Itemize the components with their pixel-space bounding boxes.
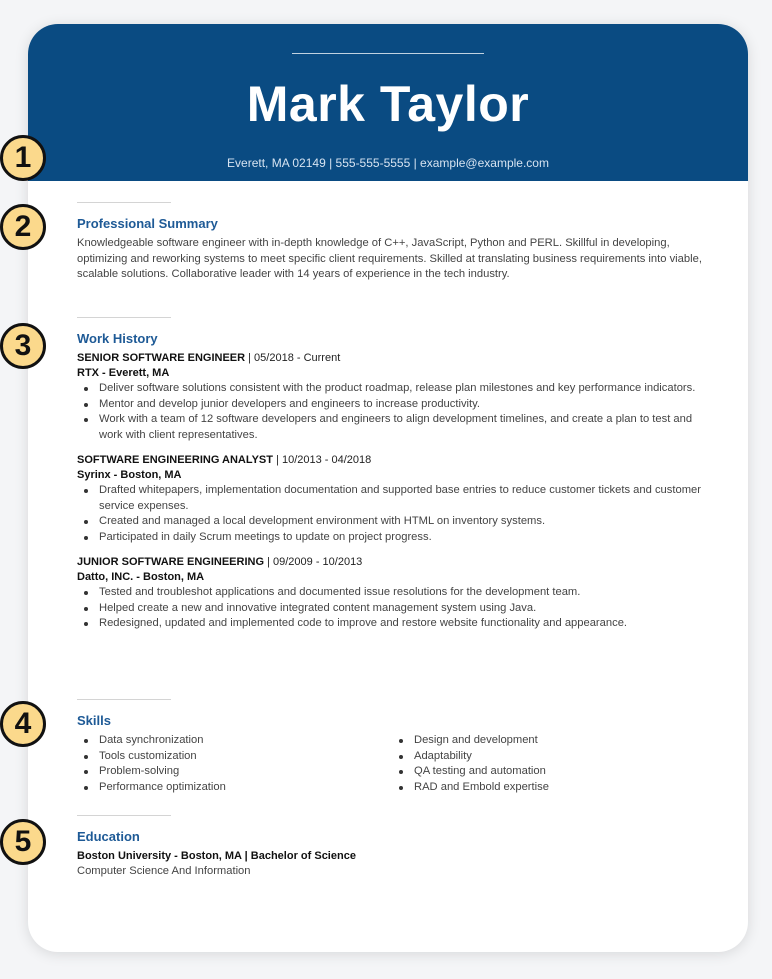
- job-bullets: [77, 585, 707, 632]
- job-title-line: [77, 555, 707, 570]
- header-rule: [292, 53, 484, 54]
- education-section: [77, 815, 707, 879]
- section-divider: [77, 317, 171, 318]
- list-item: Performance optimization: [99, 780, 392, 796]
- job-entry: [77, 453, 707, 545]
- list-item: Helped create a new and innovative integrated content management system using Java.: [99, 601, 707, 617]
- step-marker-2: 2: [0, 204, 46, 250]
- section-divider: [77, 815, 171, 816]
- list-item: Mentor and develop junior developers and engineers to increase productivity.: [99, 397, 707, 413]
- education-field: Computer Science And Information: [77, 865, 251, 877]
- job-dates: | 10/2013 - 04/2018: [272, 454, 372, 466]
- list-item: Created and managed a local development environment with HTML on inventory systems.: [99, 514, 707, 530]
- list-item: Participated in daily Scrum meetings to update on project progress.: [99, 530, 707, 546]
- skills-section: [77, 699, 707, 795]
- work-history-section: [77, 317, 707, 642]
- section-divider: [77, 699, 171, 700]
- education-title: Education: [77, 829, 140, 844]
- list-item: Data synchronization: [99, 733, 392, 749]
- job-entry: [77, 351, 707, 443]
- job-title-line: [77, 453, 707, 468]
- job-title-line: [77, 351, 707, 366]
- job-role: SOFTWARE ENGINEERING ANALYST: [77, 454, 273, 466]
- list-item: Deliver software solutions consistent with the product roadmap, release plan milestones and key performance indicators.: [99, 381, 707, 397]
- resume-page: [28, 24, 748, 952]
- step-marker-5: 5: [0, 819, 46, 865]
- list-item: QA testing and automation: [414, 764, 707, 780]
- job-role: JUNIOR SOFTWARE ENGINEERING: [77, 556, 265, 568]
- job-bullets: [77, 483, 707, 545]
- job-dates: | 05/2018 - Current: [245, 352, 341, 364]
- list-item: Adaptability: [414, 749, 707, 765]
- section-divider: [77, 202, 171, 203]
- job-company: RTX - Everett, MA: [77, 367, 170, 379]
- job-company: Datto, INC. - Boston, MA: [77, 571, 205, 583]
- step-marker-3: 3: [0, 323, 46, 369]
- job-company: Syrinx - Boston, MA: [77, 469, 182, 481]
- list-item: Design and development: [414, 733, 707, 749]
- list-item: Problem-solving: [99, 764, 392, 780]
- job-entry: [77, 555, 707, 632]
- list-item: Drafted whitepapers, implementation documentation and supported base entries to reduce customer tickets and customer service expenses.: [99, 483, 707, 514]
- step-marker-4: 4: [0, 701, 46, 747]
- summary-section: [77, 202, 707, 283]
- skills-title: Skills: [77, 713, 111, 728]
- job-role: SENIOR SOFTWARE ENGINEER: [77, 352, 246, 364]
- list-item: Tools customization: [99, 749, 392, 765]
- work-history-title: Work History: [77, 331, 158, 346]
- candidate-name: Mark Taylor: [246, 76, 530, 132]
- job-dates: | 09/2009 - 10/2013: [264, 556, 363, 568]
- list-item: Redesigned, updated and implemented code to improve and restore website functionality and appearance.: [99, 616, 707, 632]
- list-item: Work with a team of 12 software developers and engineers to align development timelines, and create a plan to test and work with client representatives.: [99, 412, 707, 443]
- skills-columns: [77, 733, 707, 795]
- summary-title: Professional Summary: [77, 216, 218, 231]
- resume-header: [28, 24, 748, 181]
- education-school: Boston University - Boston, MA | Bachelor of Science: [77, 850, 356, 862]
- summary-text: Knowledgeable software engineer with in-depth knowledge of C++, JavaScript, Python and PERL. Skillful in developing, optimizing and reworking systems to meet specific client requirements. Skilled at translating business requirements into viable, scalable solutions. Collaborative leader with 14 years of experience in the tech industry.: [77, 237, 702, 280]
- step-marker-1: 1: [0, 135, 46, 181]
- skills-list-left: [77, 733, 392, 795]
- skills-list-right: [392, 733, 707, 795]
- list-item: RAD and Embold expertise: [414, 780, 707, 796]
- contact-line: Everett, MA 02149 | 555-555-5555 | example@example.com: [227, 156, 549, 170]
- job-bullets: [77, 381, 707, 443]
- list-item: Tested and troubleshot applications and documented issue resolutions for the development team.: [99, 585, 707, 601]
